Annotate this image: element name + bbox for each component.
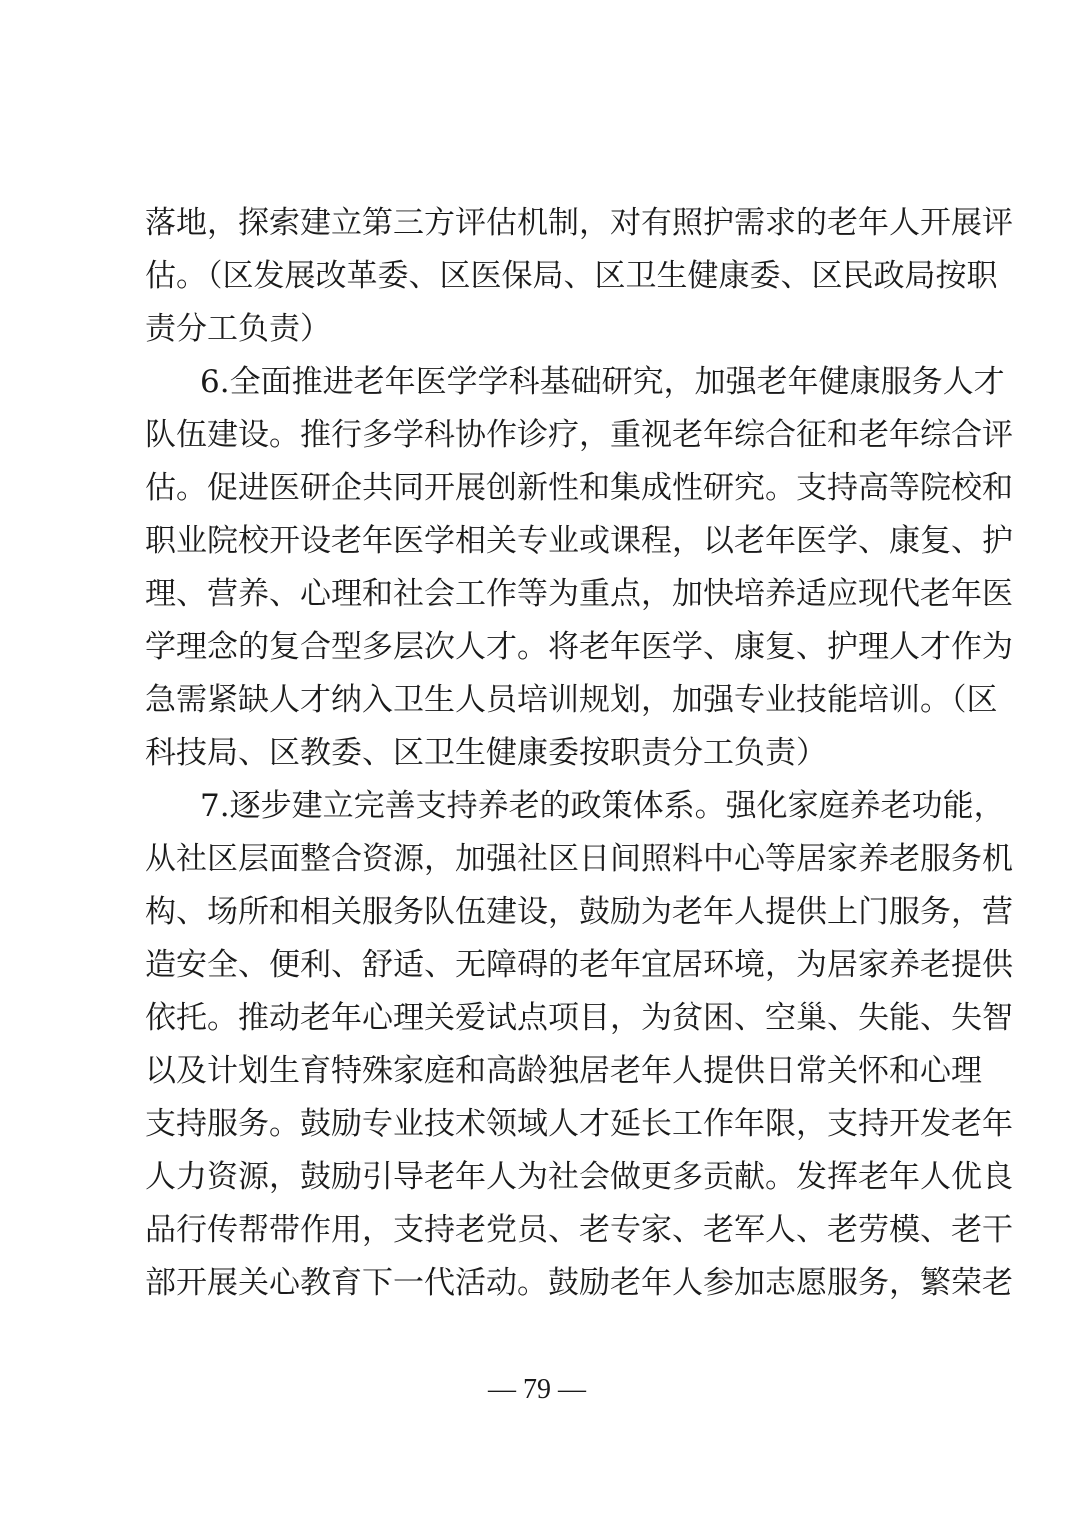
text-line-10: 急需紧缺人才纳入卫生人员培训规划，加强专业技能培训。（区: [145, 682, 998, 718]
text-line-14: 构、场所和相关服务队伍建设，鼓励为老年人提供上门服务，营: [145, 894, 1013, 930]
text-line-15: 造安全、便利、舒适、无障碍的老年宜居环境，为居家养老提供: [145, 947, 1013, 983]
text-line-21: 部开展关心教育下一代活动。鼓励老年人参加志愿服务，繁荣老: [145, 1265, 1013, 1301]
text-line-7: 职业院校开设老年医学相关专业或课程，以老年医学、康复、护: [145, 523, 1013, 559]
text-line-17: 以及计划生育特殊家庭和高龄独居老年人提供日常关怀和心理: [145, 1053, 982, 1089]
text-line-20: 品行传帮带作用，支持老党员、老专家、老军人、老劳模、老干: [145, 1212, 1013, 1248]
page-number: — 79 —: [488, 1374, 586, 1405]
text-line-3: 责分工负责）: [145, 311, 331, 347]
text-line-18: 支持服务。鼓励专业技术领域人才延长工作年限，支持开发老年: [145, 1106, 1013, 1142]
text-line-2: 估。（区发展改革委、区医保局、区卫生健康委、区民政局按职: [145, 258, 998, 294]
text-line-12: 7.逐步建立完善支持养老的政策体系。强化家庭养老功能，: [200, 788, 1005, 824]
text-line-11: 科技局、区教委、区卫生健康委按职责分工负责）: [145, 735, 827, 771]
text-line-6: 估。促进医研企共同开展创新性和集成性研究。支持高等院校和: [145, 470, 1013, 506]
text-line-8: 理、营养、心理和社会工作等为重点，加快培养适应现代老年医: [145, 576, 1013, 612]
text-line-19: 人力资源，鼓励引导老年人为社会做更多贡献。发挥老年人优良: [145, 1159, 1013, 1195]
text-line-5: 队伍建设。推行多学科协作诊疗，重视老年综合征和老年综合评: [145, 417, 1013, 453]
text-line-16: 依托。推动老年心理关爱试点项目，为贫困、空巢、失能、失智: [145, 1000, 1013, 1036]
text-line-13: 从社区层面整合资源，加强社区日间照料中心等居家养老服务机: [145, 841, 1013, 877]
text-line-1: 落地，探索建立第三方评估机制，对有照护需求的老年人开展评: [145, 205, 1013, 241]
text-line-9: 学理念的复合型多层次人才。将老年医学、康复、护理人才作为: [145, 629, 1013, 665]
text-line-4: 6.全面推进老年医学学科基础研究，加强老年健康服务人才: [200, 364, 1005, 400]
